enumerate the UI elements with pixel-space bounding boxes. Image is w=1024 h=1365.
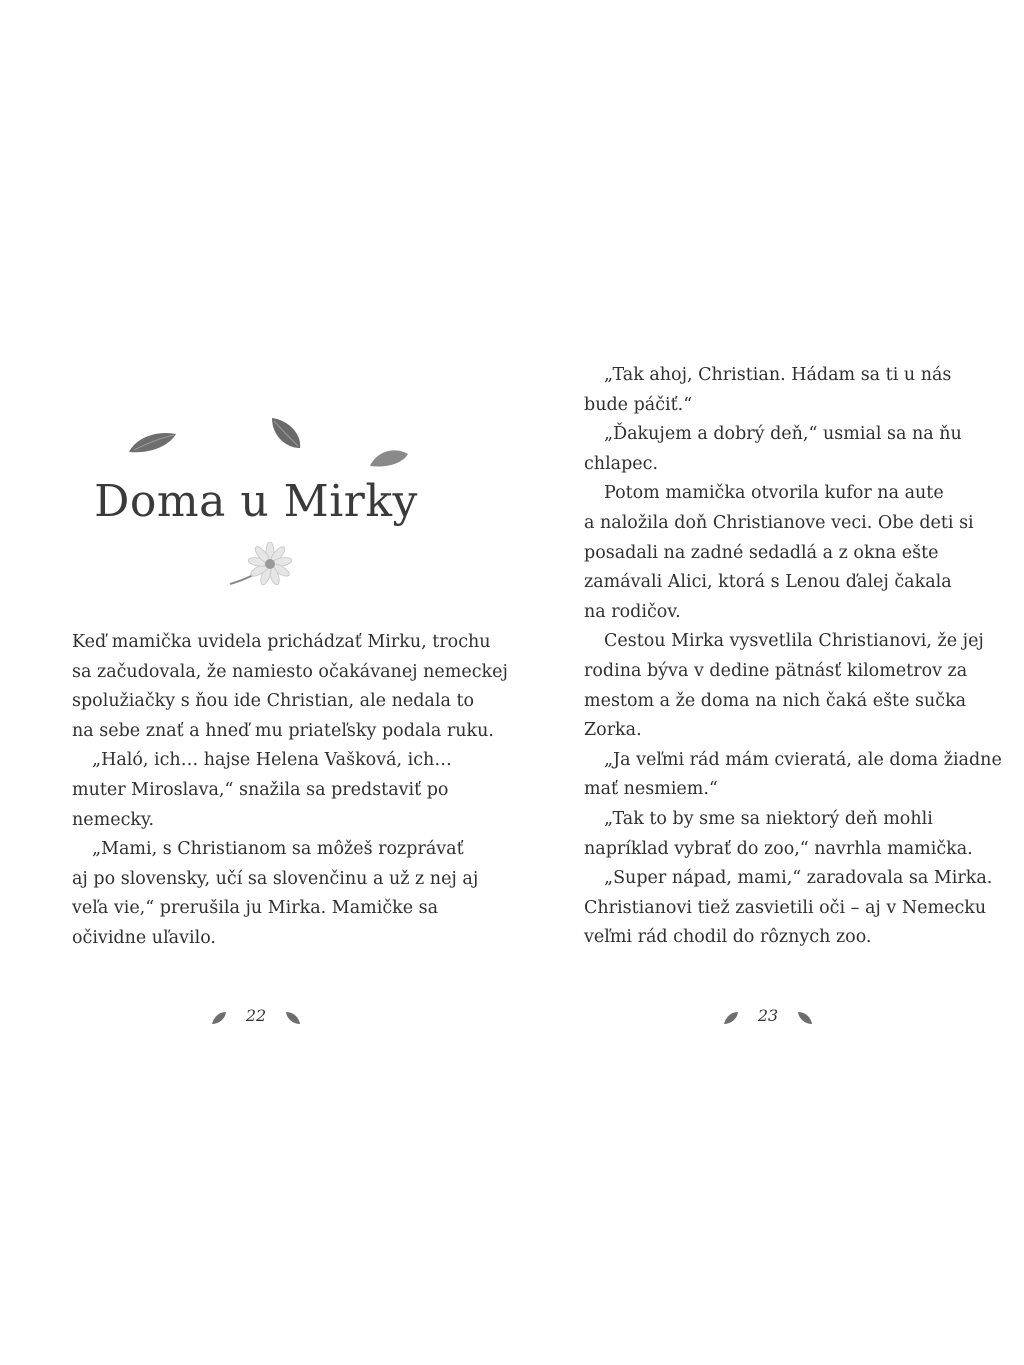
text-line: napríklad vybrať do zoo,“ navrhla mamička.: [584, 838, 973, 859]
text-line: Keď mamička uvidela prichádzať Mirku, trochu: [72, 632, 491, 652]
text-line: Potom mamička otvorila kufor na aute: [604, 483, 944, 504]
text-line: rodina býva v dedine pätnásť kilometrov za: [584, 660, 968, 681]
leaf-icon: [210, 1010, 228, 1026]
text-line: na rodičov.: [584, 601, 681, 622]
text-line: mestom a že doma na nich čaká ešte sučka: [584, 690, 967, 711]
petal-top-icon: [266, 414, 306, 454]
left-folio: [0, 1004, 512, 1034]
text-line: bude páčiť.“: [584, 394, 693, 415]
petal-right-icon: [368, 444, 410, 470]
leaf-icon: [796, 1010, 814, 1026]
text-line: „Haló, ich… hajse Helena Vašková, ich…: [92, 750, 452, 771]
text-line: „Ja veľmi rád mám cvieratá, ale doma žiadne: [604, 749, 1002, 770]
text-line: na sebe znať a hneď mu priateľsky podala ruku.: [72, 720, 494, 741]
page-number: 23: [757, 1006, 779, 1025]
text-line: „Tak ahoj, Christian. Hádam sa ti u nás: [604, 365, 952, 385]
text-line: Cestou Mirka vysvetlila Christianovi, že jej: [604, 631, 984, 652]
text-line: zamávali Alici, ktorá s Lenou ďalej čakala: [584, 572, 952, 593]
text-line: „Super nápad, mami,“ zaradovala sa Mirka.: [604, 868, 993, 889]
text-line: „Ďakujem a dobrý deň,“ usmial sa na ňu: [604, 424, 962, 445]
text-line: „Mami, s Christianom sa môžeš rozprávať: [92, 839, 464, 860]
text-line: muter Miroslava,“ snažila sa predstaviť po: [72, 779, 449, 800]
text-line: aj po slovensky, učí sa slovenčinu a už z nej aj: [72, 868, 479, 889]
right-body-text: [584, 361, 1002, 953]
leaf-icon: [284, 1010, 302, 1026]
petal-left-icon: [126, 428, 180, 458]
daisy-icon: [226, 540, 300, 592]
page-number: 22: [245, 1006, 267, 1025]
text-line: nemecky.: [72, 809, 155, 830]
text-line: „Tak to by sme sa niektorý deň mohli: [604, 808, 933, 829]
chapter-title: Doma u Mirky: [94, 476, 418, 527]
text-line: spolužiačky s ňou ide Christian, ale nedala to: [72, 691, 475, 712]
text-line: Christianovi tiež zasvietili oči – aj v Nemecku: [584, 897, 987, 918]
right-folio: [512, 1004, 1024, 1034]
text-line: a naložila doň Christianove veci. Obe deti si: [584, 512, 974, 533]
text-line: očividne uľavilo.: [72, 927, 216, 948]
text-line: posadali na zadné sedadlá a z okna ešte: [584, 542, 939, 563]
text-line: Zorka.: [584, 720, 642, 741]
text-line: mať nesmiem.“: [584, 779, 718, 800]
leaf-icon: [722, 1010, 740, 1026]
left-body-text: [72, 628, 508, 954]
text-line: veľa vie,“ prerušila ju Mirka. Mamičke sa: [72, 898, 439, 919]
text-line: sa začudovala, že namiesto očakávanej nemeckej: [72, 661, 508, 682]
text-line: veľmi rád chodil do rôznych zoo.: [584, 927, 872, 948]
right-page: [512, 0, 1024, 1365]
text-line: chlapec.: [584, 453, 659, 474]
